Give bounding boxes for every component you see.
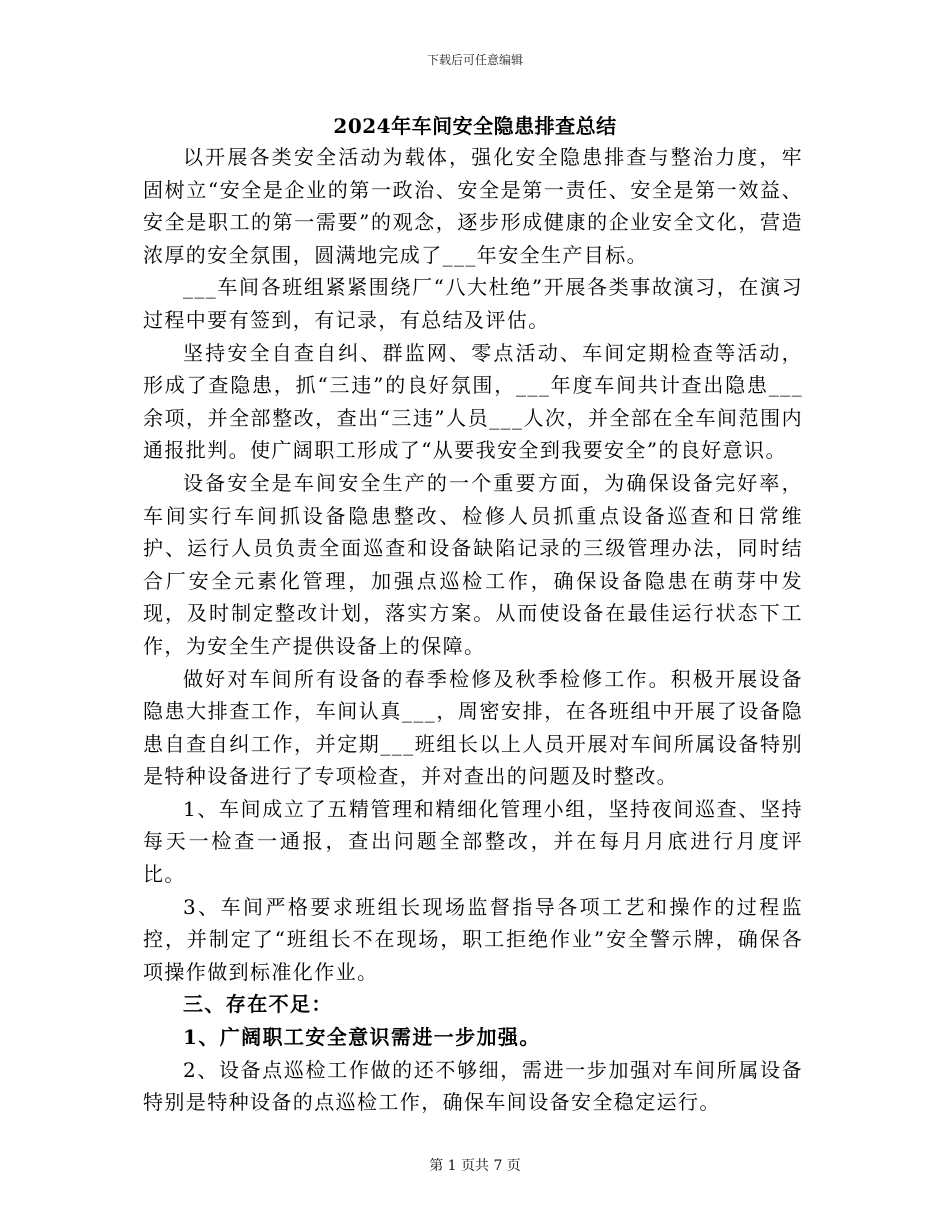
paragraph-self-inspection: 坚持安全自查自纠、群监网、零点活动、车间定期检查等活动，形成了查隐患，抓“三违”的良好氛围，___年度车间共计查出隐患___余项，并全部整改，查出“三违”人员___人次，并全部在全车间范围内通报批判。使广阔职工形成了“从要我安全到我要安全”的良好意识。 [143,340,803,463]
paragraph-equipment-safety: 设备安全是车间安全生产的一个重要方面，为确保设备完好率，车间实行车间抓设备隐患整改、检修人员抓重点设备巡查和日常维护、运行人员负责全面巡查和设备缺陷记录的三级管理办法，同时结合厂安全元素化管理，加强点巡检工作，确保设备隐患在萌芽中发现，及时制定整改计划，落实方案。从而使设备在最佳运行状态下工作，为安全生产提供设备上的保障。 [143,470,803,658]
shortcoming-item-2: 2、设备点巡检工作做的还不够细，需进一步加强对车间所属设备特别是特种设备的点巡检工作，确保车间设备安全稳定运行。 [143,1057,803,1115]
document-title: 2024年车间安全隐患排查总结 [333,114,617,138]
section-heading-shortcomings: 三、存在不足： [183,992,333,1017]
paragraph-item-3: 3、车间严格要求班组长现场监督指导各项工艺和操作的过程监控，并制定了“班组长不在现场，职工拒绝作业”安全警示牌，确保各项操作做到标准化作业。 [143,894,803,984]
document-body [143,141,803,1119]
paragraph-maintenance: 做好对车间所有设备的春季检修及秋季检修工作。积极开展设备隐患大排查工作，车间认真___，周密安排，在各班组中开展了设备隐患自查自纠工作，并定期___班组长以上人员开展对车间所属设备特别是特种设备进行了专项检查，并对查出的问题及时整改。 [143,666,803,789]
paragraph-item-1: 1、车间成立了五精管理和精细化管理小组，坚持夜间巡查、坚持每天一检查一通报，查出问题全部整改，并在每月月底进行月度评比。 [143,796,803,887]
page-indicator: 第 1 页共 7 页 [429,1158,521,1174]
paragraph-intro: 以开展各类安全活动为载体，强化安全隐患排查与整治力度，牢固树立“安全是企业的第一政治、安全是第一责任、安全是第一效益、安全是职工的第一需要”的观念，逐步形成健康的企业安全文化，营造浓厚的安全氛围，圆满地完成了___年安全生产目标。 [143,145,803,267]
download-note: 下载后可任意编辑 [426,53,523,67]
shortcoming-item-1: 1、广阔职工安全意识需进一步加强。 [183,1025,541,1050]
paragraph-drills: ___车间各班组紧紧围绕厂“八大杜绝”开展各类事故演习，在演习过程中要有签到，有记录，有总结及评估。 [143,275,803,332]
